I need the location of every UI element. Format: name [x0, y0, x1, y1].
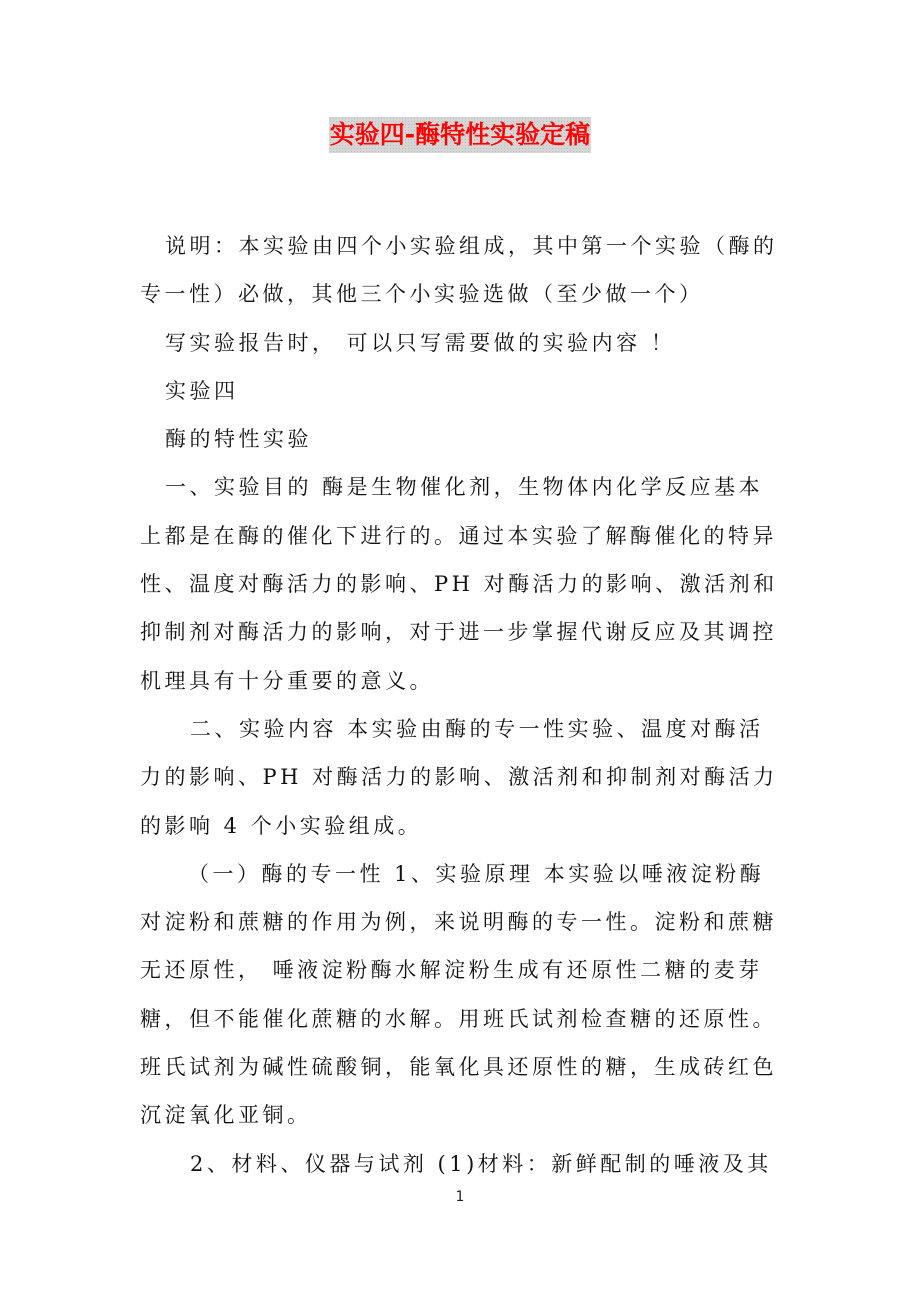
section-purpose-line-1: 一、实验目的 酶是生物催化剂，生物体内化学反应基本	[165, 475, 764, 500]
experiment-subheading: 酶的特性实验	[165, 427, 312, 452]
paragraph-note-line-2: 专一性）必做，其他三个小实验选做（至少做一个）	[140, 282, 704, 307]
specificity-principle-line-5: 班氏试剂为碱性硫酸铜，能氧化具还原性的糖，生成砖红色	[140, 1055, 777, 1080]
section-purpose-line-3: 性、温度对酶活力的影响、PH 对酶活力的影响、激活剂和	[140, 572, 778, 597]
section-content-line-3: 的影响 4 个小实验组成。	[140, 813, 423, 838]
specificity-principle-line-4: 糖，但不能催化蔗糖的水解。用班氏试剂检查糖的还原性。	[140, 1006, 777, 1031]
section-purpose-line-4: 抑制剂对酶活力的影响，对于进一步掌握代谢反应及其调控	[140, 620, 777, 645]
experiment-heading: 实验四	[165, 378, 239, 403]
document-title: 实验四-酶特性实验定稿	[329, 117, 591, 153]
paragraph-report-note: 写实验报告时， 可以只写需要做的实验内容 ！	[165, 330, 676, 355]
paragraph-note-line-1: 说明：本实验由四个小实验组成，其中第一个实验（酶的	[165, 234, 778, 258]
document-body	[140, 222, 800, 1188]
page-number: 1	[455, 1189, 465, 1205]
title-container	[0, 117, 920, 153]
specificity-principle-line-1: （一）酶的专一性 1、实验原理 本实验以唾液淀粉酶	[188, 861, 765, 886]
specificity-principle-line-3: 无还原性， 唾液淀粉酶水解淀粉生成有还原性二糖的麦芽	[140, 958, 763, 983]
section-content-line-1: 二、实验内容 本实验由酶的专一性实验、温度对酶活	[190, 716, 764, 741]
specificity-principle-line-6: 沉淀氧化亚铜。	[140, 1103, 312, 1128]
materials-line-1: 2、材料、仪器与试剂 (1)材料：新鲜配制的唾液及其	[190, 1151, 772, 1176]
section-purpose-line-2: 上都是在酶的催化下进行的。通过本实验了解酶催化的特异	[140, 523, 777, 548]
section-content-line-2: 力的影响、PH 对酶活力的影响、激活剂和抑制剂对酶活力	[140, 765, 778, 790]
specificity-principle-line-2: 对淀粉和蔗糖的作用为例，来说明酶的专一性。淀粉和蔗糖	[140, 910, 777, 935]
section-purpose-line-5: 机理具有十分重要的意义。	[140, 668, 434, 693]
